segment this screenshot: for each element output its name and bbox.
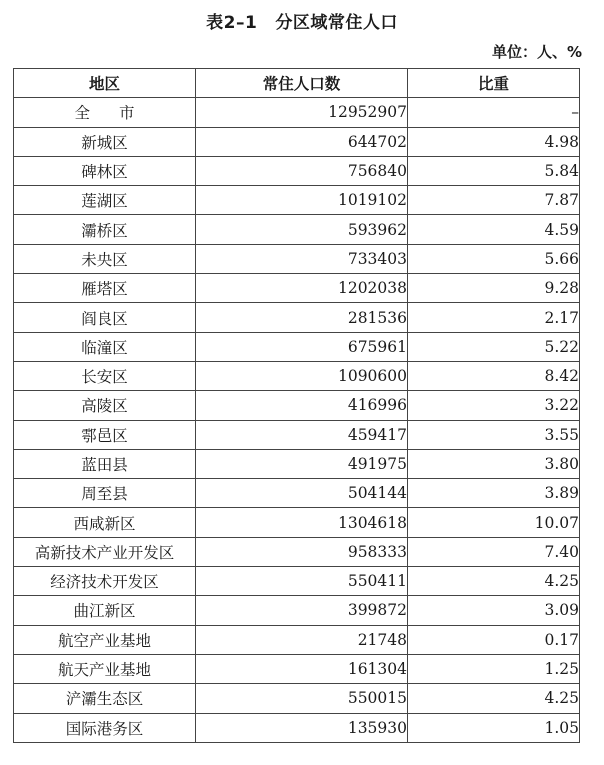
region-cell: 临潼区	[14, 332, 196, 361]
share-cell: 7.40	[408, 537, 580, 566]
region-cell: 全 市	[14, 98, 196, 127]
region-cell: 国际港务区	[14, 713, 196, 742]
table-row	[14, 332, 580, 361]
region-cell: 周至县	[14, 479, 196, 508]
table-row	[14, 391, 580, 420]
population-cell: 491975	[196, 449, 408, 478]
population-cell: 1304618	[196, 508, 408, 537]
population-cell: 550411	[196, 567, 408, 596]
population-cell: 550015	[196, 684, 408, 713]
population-cell: 161304	[196, 654, 408, 683]
share-cell: 4.25	[408, 684, 580, 713]
share-cell: 1.05	[408, 713, 580, 742]
table-row	[14, 508, 580, 537]
share-cell: 8.42	[408, 361, 580, 390]
share-cell: 4.25	[408, 567, 580, 596]
header-population: 常住人口数	[196, 69, 408, 98]
table-row	[14, 713, 580, 742]
region-cell: 长安区	[14, 361, 196, 390]
share-cell: 4.59	[408, 215, 580, 244]
population-cell: 675961	[196, 332, 408, 361]
table-row	[14, 98, 580, 127]
region-cell: 碑林区	[14, 156, 196, 185]
region-cell: 西咸新区	[14, 508, 196, 537]
population-cell: 1090600	[196, 361, 408, 390]
table-row	[14, 567, 580, 596]
population-cell: 756840	[196, 156, 408, 185]
share-cell: 5.84	[408, 156, 580, 185]
region-cell: 浐灞生态区	[14, 684, 196, 713]
population-cell: 1019102	[196, 186, 408, 215]
table-row	[14, 244, 580, 273]
population-cell: 281536	[196, 303, 408, 332]
table-row	[14, 596, 580, 625]
table-row	[14, 625, 580, 654]
region-cell: 航天产业基地	[14, 654, 196, 683]
population-cell: 399872	[196, 596, 408, 625]
population-cell: 12952907	[196, 98, 408, 127]
table-row	[14, 186, 580, 215]
table-row	[14, 449, 580, 478]
table-body	[14, 98, 580, 743]
table-row	[14, 420, 580, 449]
region-cell: 阎良区	[14, 303, 196, 332]
table-number: 表2–1	[206, 13, 258, 33]
table-row	[14, 537, 580, 566]
header-row	[14, 69, 580, 98]
share-cell: 3.89	[408, 479, 580, 508]
region-cell: 新城区	[14, 127, 196, 156]
population-cell: 733403	[196, 244, 408, 273]
region-cell: 莲湖区	[14, 186, 196, 215]
share-cell: 3.80	[408, 449, 580, 478]
share-cell: 9.28	[408, 274, 580, 303]
share-cell: 3.55	[408, 420, 580, 449]
region-cell: 高陵区	[14, 391, 196, 420]
population-cell: 958333	[196, 537, 408, 566]
population-cell: 1202038	[196, 274, 408, 303]
table-row	[14, 215, 580, 244]
population-cell: 644702	[196, 127, 408, 156]
table-row	[14, 274, 580, 303]
share-cell: 3.22	[408, 391, 580, 420]
region-cell: 未央区	[14, 244, 196, 273]
share-cell: 5.66	[408, 244, 580, 273]
share-cell: 10.07	[408, 508, 580, 537]
share-cell: 7.87	[408, 186, 580, 215]
header-share: 比重	[408, 69, 580, 98]
share-cell: 5.22	[408, 332, 580, 361]
region-cell: 雁塔区	[14, 274, 196, 303]
header-region: 地区	[14, 69, 196, 98]
table-row	[14, 156, 580, 185]
region-cell: 鄠邑区	[14, 420, 196, 449]
share-cell: 1.25	[408, 654, 580, 683]
table-title	[0, 8, 604, 33]
population-cell: 504144	[196, 479, 408, 508]
population-cell: 135930	[196, 713, 408, 742]
region-cell: 高新技术产业开发区	[14, 537, 196, 566]
table-row	[14, 361, 580, 390]
table-row	[14, 127, 580, 156]
region-cell: 经济技术开发区	[14, 567, 196, 596]
population-cell: 459417	[196, 420, 408, 449]
share-cell: 3.09	[408, 596, 580, 625]
table-row	[14, 479, 580, 508]
region-cell: 灞桥区	[14, 215, 196, 244]
share-cell: 4.98	[408, 127, 580, 156]
population-cell: 416996	[196, 391, 408, 420]
region-cell: 曲江新区	[14, 596, 196, 625]
share-cell: 2.17	[408, 303, 580, 332]
table-row	[14, 654, 580, 683]
unit-label: 单位：人、%	[491, 43, 582, 61]
table-row	[14, 684, 580, 713]
share-cell: –	[408, 98, 580, 127]
region-cell: 航空产业基地	[14, 625, 196, 654]
population-cell: 21748	[196, 625, 408, 654]
table-title-text: 分区域常住人口	[275, 13, 398, 33]
share-cell: 0.17	[408, 625, 580, 654]
region-cell: 蓝田县	[14, 449, 196, 478]
population-cell: 593962	[196, 215, 408, 244]
table-row	[14, 303, 580, 332]
population-table	[13, 68, 580, 743]
